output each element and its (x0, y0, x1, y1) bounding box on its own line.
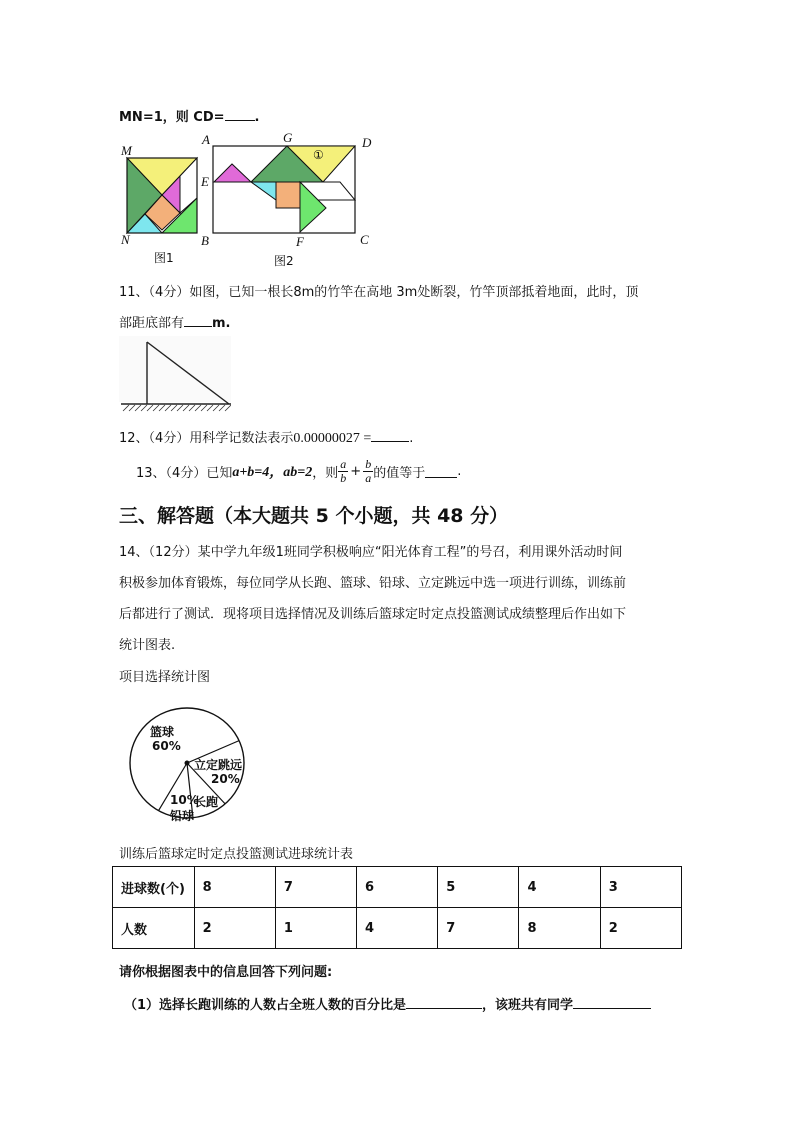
figure-1-caption: 图1 (154, 251, 174, 265)
table-cell: 7 (438, 908, 519, 949)
table-cell: 人数 (113, 908, 195, 949)
label-A: A (202, 132, 210, 147)
q11-line1 (119, 281, 638, 300)
pie-center-dot (185, 761, 190, 766)
table-cell: 5 (438, 867, 519, 908)
table-cell: 4 (357, 908, 438, 949)
label-N: N (121, 232, 130, 247)
section-title: 三、解答题（本大题共 5 个小题，共 48 分） (119, 505, 509, 527)
instruction-text: 请你根据图表中的信息回答下列问题: (119, 965, 333, 980)
q12-end: . (409, 431, 414, 446)
ground-hatching (123, 405, 231, 411)
q11-text-2: 部距底部有 (119, 316, 185, 331)
q14-line2: 积极参加体育锻炼，每位同学从长跑、篮球、铅球、立定跳远中选一项进行训练，训练前 (119, 576, 627, 591)
table-cell: 2 (600, 908, 681, 949)
slice-label-shot-put: 铅球 (170, 809, 195, 823)
slice-label-basketball: 篮球 (150, 725, 175, 739)
answer-blank (406, 996, 482, 1009)
table-cell: 4 (519, 867, 600, 908)
q11-unit: m. (212, 316, 231, 331)
table-cell: 1 (275, 908, 356, 949)
label-D: D (362, 135, 372, 150)
q13-text: 13、（4分）已知 (136, 465, 233, 481)
plus-sign: + (350, 463, 362, 479)
q10-end: . (254, 110, 260, 125)
q13-line (136, 455, 461, 487)
q13-condition: a+b=4，ab=2 (232, 465, 313, 480)
tangram-bird-diagram (196, 128, 386, 268)
figure-2-caption: 图2 (274, 254, 294, 268)
sub1-mid: ，该班共有同学 (482, 998, 574, 1013)
sub1-text: （1）选择长跑训练的人数占全班人数的百分比是 (124, 998, 407, 1013)
label-F: F (296, 234, 304, 249)
q12-text: 12、（4分）用科学记数法表示 (119, 431, 294, 446)
pie-chart (128, 703, 258, 828)
tangram-orange-square (276, 182, 300, 208)
label-C: C (360, 232, 369, 247)
table-row (113, 867, 682, 908)
q12-line (119, 427, 413, 447)
table-cell: 进球数(个) (113, 867, 195, 908)
answer-blank (184, 314, 212, 327)
q12-number: 0.00000027 = (293, 431, 372, 446)
fraction-a-over-b (338, 458, 348, 485)
frac2-den: a (365, 470, 372, 485)
pie-chart-title: 项目选择统计图 (119, 670, 211, 685)
answer-blank (425, 465, 457, 478)
sub-question-1 (124, 994, 651, 1013)
frac2-num: b (365, 456, 372, 471)
slice-label-running: 长跑 (194, 795, 219, 809)
table-cell: 8 (519, 908, 600, 949)
slice-percent-running: 10% (170, 793, 199, 807)
answer-blank (371, 429, 409, 442)
q13-post: 的值等于 (373, 465, 426, 481)
label-G: G (283, 130, 293, 145)
fraction-b-over-a (363, 458, 373, 485)
q10-text: MN=1，则 CD= (119, 110, 225, 125)
answer-blank (573, 996, 651, 1009)
slice-label-long-jump: 立定跳远 (194, 758, 243, 772)
tangram-cyan-triangle (251, 182, 276, 200)
table-cell: 3 (600, 867, 681, 908)
q11-text: 11、（4分）如图，已知一根长8m的竹竿在高地 3m处断裂，竹竿顶部抵着地面，此时，顶 (119, 285, 639, 300)
goals-table (112, 866, 682, 949)
frac1-num: a (340, 456, 347, 471)
label-B: B (201, 233, 209, 248)
table-cell: 8 (194, 867, 275, 908)
circle-one-label: ① (313, 148, 324, 162)
table-cell: 6 (357, 867, 438, 908)
label-M: M (121, 143, 132, 158)
table-title: 训练后篮球定时定点投篮测试进球统计表 (119, 847, 354, 862)
figure-2 (196, 128, 386, 268)
q13-end: . (457, 463, 462, 479)
label-E: E (201, 174, 209, 189)
q14-line4: 统计图表. (119, 638, 176, 653)
q13-mid: ，则 (312, 465, 339, 481)
tangram-pink-triangle (214, 164, 251, 182)
q11-line2 (119, 312, 231, 331)
table-row (113, 908, 682, 949)
q14-line3: 后都进行了测试．现将项目选择情况及训练后篮球定时定点投篮测试成绩整理后作出如下 (119, 607, 627, 622)
answer-blank (225, 108, 255, 121)
table-cell: 7 (275, 867, 356, 908)
table-cell: 2 (194, 908, 275, 949)
slice-percent-basketball: 60% (152, 739, 181, 753)
q11-figure (119, 336, 231, 412)
q10-tail (119, 106, 259, 125)
bamboo-triangle-diagram (119, 336, 231, 412)
slice-percent-long-jump: 20% (211, 772, 240, 786)
frac1-den: b (340, 470, 347, 485)
q14-line1: 14、（12分）某中学九年级1班同学积极响应“阳光体育工程”的号召，利用课外活动时间 (119, 545, 623, 560)
